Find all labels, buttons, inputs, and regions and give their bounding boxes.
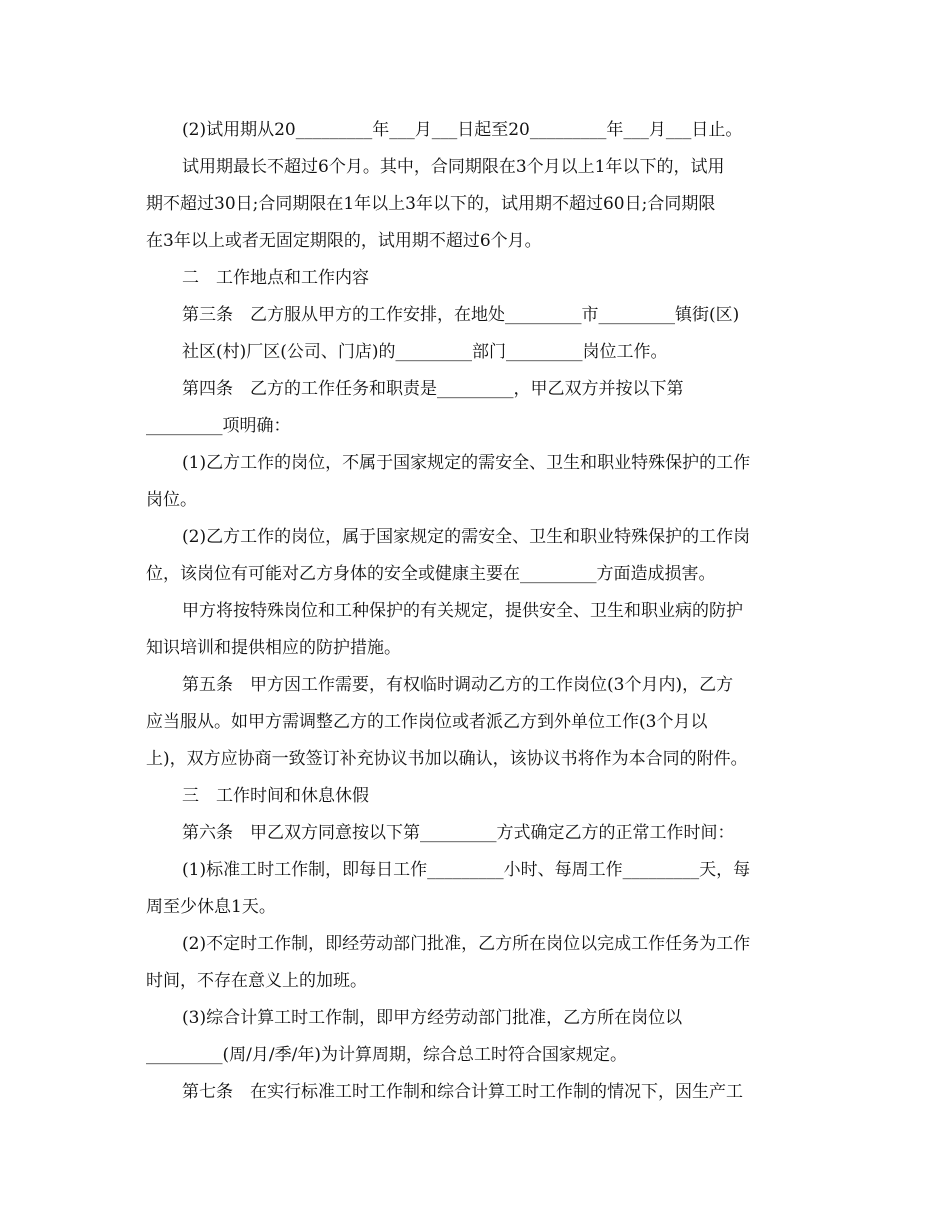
document-line: 在3年以上或者无固定期限的，试用期不超过6个月。 (146, 231, 542, 251)
document-line: 三 工作时间和休息休假 (182, 786, 369, 806)
document-line: (3)综合计算工时工作制，即甲方经劳动部门批准，乙方所在岗位以 (182, 1008, 683, 1028)
document-line: 周至少休息1天。 (146, 897, 276, 917)
document-line: (1)乙方工作的岗位，不属于国家规定的需安全、卫生和职业特殊保护的工作 (182, 453, 751, 473)
document-line: (2)乙方工作的岗位，属于国家规定的需安全、卫生和职业特殊保护的工作岗 (182, 527, 751, 547)
document-line: (1)标准工时工作制，即每日工作_________小时、每周工作_________天，每 (182, 860, 751, 880)
document-line: 第七条 在实行标准工时工作制和综合计算工时工作制的情况下，因生产工 (182, 1082, 743, 1102)
document-line: 上)，双方应协商一致签订补充协议书加以确认，该协议书将作为本合同的附件。 (146, 749, 748, 769)
document-line: 甲方将按特殊岗位和工种保护的有关规定，提供安全、卫生和职业病的防护 (182, 601, 743, 621)
document-line: 时间，不存在意义上的加班。 (146, 971, 367, 991)
document-body (146, 112, 806, 1111)
document-line: _________(周/月/季/年)为计算周期，综合总工时符合国家规定。 (146, 1045, 627, 1065)
document-line: (2)试用期从20_________年___月___日起至20_________年___月___日止。 (182, 120, 743, 140)
document-line: 第四条 乙方的工作任务和职责是_________，甲乙双方并按以下第 (182, 379, 684, 399)
document-line: 应当服从。如甲方需调整乙方的工作岗位或者派乙方到外单位工作(3个月以 (146, 712, 708, 732)
document-line: 第五条 甲方因工作需要，有权临时调动乙方的工作岗位(3个月内)，乙方 (182, 675, 734, 695)
document-line: 试用期最长不超过6个月。其中，合同期限在3个月以上1年以下的，试用 (182, 157, 725, 177)
document-line: 第三条 乙方服从甲方的工作安排，在地处_________市_________镇街(区) (182, 305, 740, 325)
document-line: 位，该岗位有可能对乙方身体的安全或健康主要在_________方面造成损害。 (146, 564, 716, 584)
document-line: (2)不定时工作制，即经劳动部门批准，乙方所在岗位以完成工作任务为工作 (182, 934, 751, 954)
document-line: 岗位。 (146, 490, 197, 510)
document-line: 知识培训和提供相应的防护措施。 (146, 638, 401, 658)
document-line: _________项明确： (146, 416, 291, 436)
document-line: 二 工作地点和工作内容 (182, 268, 369, 288)
document-line: 期不超过30日;合同期限在1年以上3年以下的，试用期不超过60日;合同期限 (146, 194, 716, 214)
document-line: 第六条 甲乙双方同意按以下第_________方式确定乙方的正常工作时间： (182, 823, 735, 843)
document-line: 社区(村)厂区(公司、门店)的_________部门_________岗位工作。 (182, 342, 668, 362)
